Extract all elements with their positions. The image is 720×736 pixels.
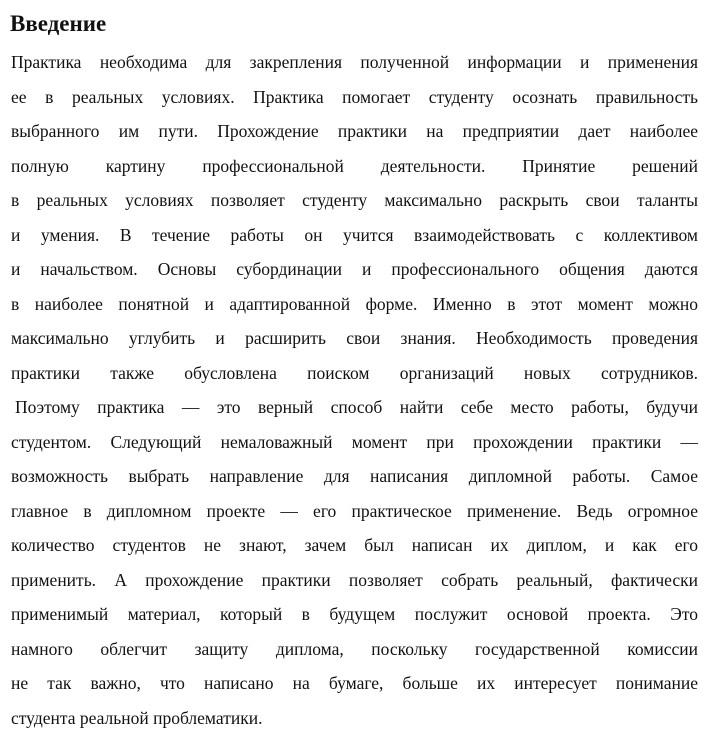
text-line: выбранного им пути. Прохождение практики на предприятии дает наиболее [11,121,698,141]
text-line: в реальных условиях позволяет студенту максимально раскрыть свои таланты [11,190,698,210]
text-line: количество студентов не знают, зачем был написан их диплом, и как его [11,535,698,555]
text-line: и начальством. Основы субординации и профессионального общения даются [11,259,698,279]
text-line: не так важно, что написано на бумаге, больше их интересует понимание [11,673,698,693]
text-line: применимый материал, который в будущем послужит основой проекта. Это [11,604,698,624]
section-heading: Введение [10,11,107,36]
text-line: ее в реальных условиях. Практика помогает студенту осознать правильность [11,86,698,107]
text-line: Практика необходима для закрепления полученной информации и применения [11,52,698,72]
text-line: практики также обусловлена поиском организаций новых сотрудников. [11,362,698,383]
text-line: применить. А прохождение практики позволяет собрать реальный, фактически [11,569,698,590]
text-line: студентом. Следующий немаловажный момент при прохождении практики — [11,431,698,452]
text-line-last: студента реальной проблематики. [11,707,263,728]
text-line: максимально углубить и расширить свои знания. Необходимость проведения [11,328,698,348]
text-line: и умения. В течение работы он учится взаимодействовать с коллективом [11,224,698,245]
body-paragraph [11,45,698,735]
text-line: главное в дипломном проекте — его практическое применение. Ведь огромное [11,500,698,521]
text-line: возможность выбрать направление для написания дипломной работы. Самое [11,466,698,486]
text-line: в наиболее понятной и адаптированной форме. Именно в этот момент можно [11,293,698,314]
text-line: Поэтому практика — это верный способ найти себе место работы, будучи [15,397,698,417]
text-line: полную картину профессиональной деятельности. Принятие решений [11,155,698,176]
text-line: намного облегчит защиту диплома, поскольку государственной комиссии [11,638,698,659]
